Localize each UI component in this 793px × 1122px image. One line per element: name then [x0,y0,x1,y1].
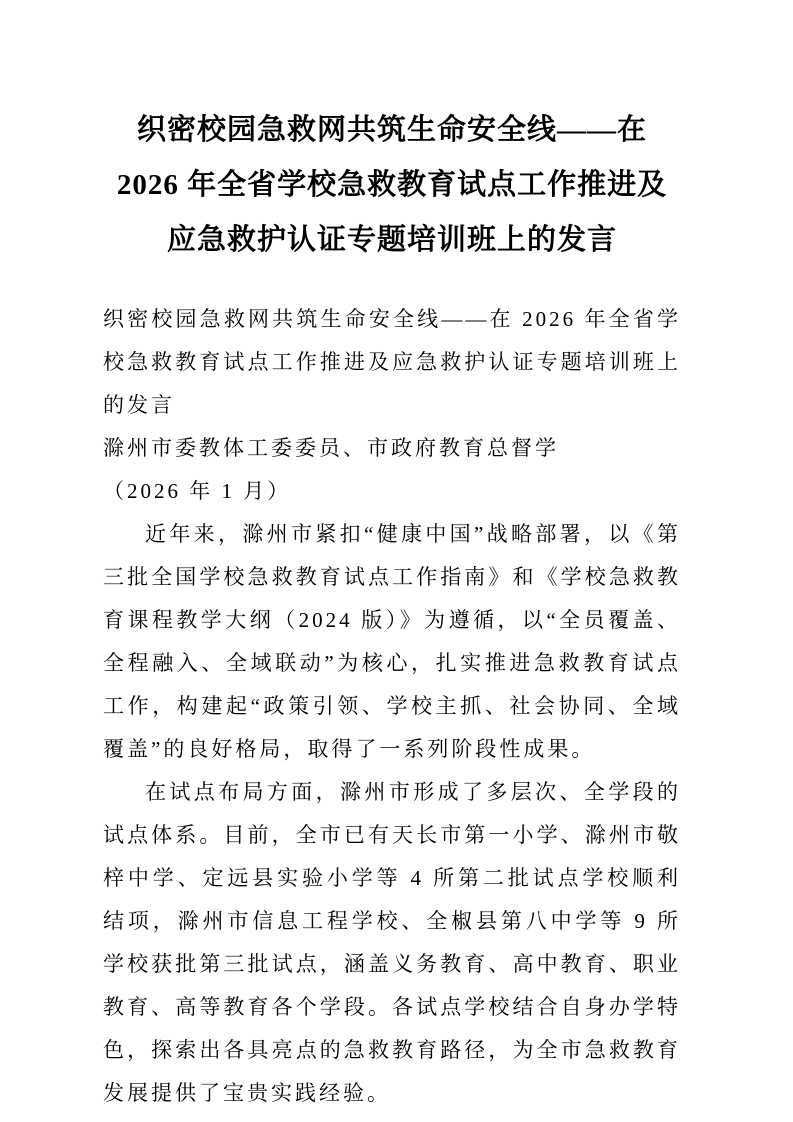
body-paragraph: 在试点布局方面，滁州市形成了多层次、全学段的试点体系。目前，全市已有天长市第一小学、滁州市敬梓中学、定远县实验小学等 4 所第二批试点学校顺利结项，滁州市信息工程学校、全椒县第八中学等 9 所学校获批第三批试点，涵盖义务教育、高中教育、职业教育、高等教育各个学段。各试点学校结合自身办学特色，探索出各具亮点的急救教育路径，为全市急救教育发展提供了宝贵实践经验。 [103,780,681,1105]
body-paragraph-title-repeat: 织密校园急救网共筑生命安全线——在 2026 年全省学校急救教育试点工作推进及应急救护认证专题培训班上的发言 [103,307,681,417]
body-paragraph-author: 滁州市委教体工委委员、市政府教育总督学 [103,436,559,460]
document-title: 织密校园急救网共筑生命安全线——在 2026 年全省学校急救教育试点工作推进及应急救护认证专题培训班上的发言 [116,114,668,256]
body-paragraph-date: （2026 年 1 月） [103,479,292,503]
body-paragraph: 近年来，滁州市紧扣“健康中国”战略部署，以《第三批全国学校急救教育试点工作指南》和《学校急救教育课程教学大纲（2024 版）》为遵循，以“全员覆盖、全程融入、全域联动”为核心，扎实推进急救教育试点工作，构建起“政策引领、学校主抓、社会协同、全域覆盖”的良好格局，取得了一系列阶段性成果。 [103,522,681,761]
